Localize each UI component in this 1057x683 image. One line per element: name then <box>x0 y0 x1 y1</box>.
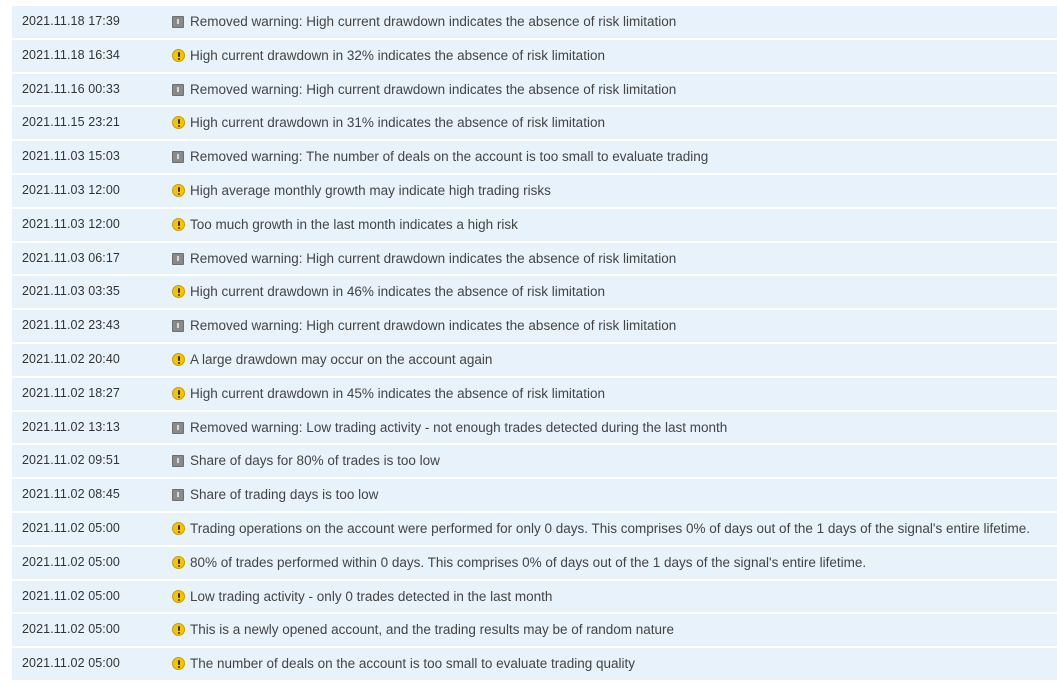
removed-warning-icon <box>172 84 184 96</box>
entry-date: 2021.11.02 08:45 <box>22 487 120 502</box>
log-row <box>12 74 1057 106</box>
entry-message: 80% of trades performed within 0 days. This comprises 0% of days out of the 1 days of the signal's entire lifetime. <box>190 554 867 570</box>
log-row <box>12 141 1057 173</box>
entry-message: Share of trading days is too low <box>190 487 379 503</box>
entry-date: 2021.11.02 05:00 <box>22 588 120 603</box>
entry-date: 2021.11.02 05:00 <box>22 622 120 637</box>
log-row <box>12 310 1057 342</box>
log-row <box>12 40 1057 72</box>
entry-message: Trading operations on the account were performed for only 0 days. This comprises 0% of days out of the 1 days of the signal's entire lifetime. <box>190 520 1031 536</box>
entry-message: Low trading activity - only 0 trades detected in the last month <box>190 588 553 604</box>
entry-message: Removed warning: High current drawdown indicates the absence of risk limitation <box>190 318 677 334</box>
entry-message: High current drawdown in 31% indicates the absence of risk limitation <box>190 115 605 131</box>
warning-icon <box>172 218 185 231</box>
warning-icon <box>172 387 185 400</box>
entry-message: High current drawdown in 45% indicates the absence of risk limitation <box>190 385 605 401</box>
entry-message: Removed warning: Low trading activity - not enough trades detected during the last month <box>190 419 728 435</box>
removed-warning-icon <box>172 489 184 501</box>
log-row <box>12 175 1057 207</box>
warning-icon <box>172 285 185 298</box>
entry-date: 2021.11.02 05:00 <box>22 656 120 671</box>
log-row <box>12 412 1057 444</box>
entry-date: 2021.11.02 13:13 <box>22 419 120 434</box>
entry-message: Share of days for 80% of trades is too low <box>190 453 440 469</box>
entry-message: Removed warning: High current drawdown indicates the absence of risk limitation <box>190 81 677 97</box>
entry-message: High current drawdown in 46% indicates the absence of risk limitation <box>190 284 605 300</box>
entry-date: 2021.11.03 06:17 <box>22 250 120 265</box>
log-row <box>12 276 1057 308</box>
entry-date: 2021.11.03 12:00 <box>22 216 120 231</box>
entry-date: 2021.11.02 18:27 <box>22 385 120 400</box>
warnings-log <box>12 6 1057 682</box>
log-row <box>12 513 1057 545</box>
entry-message: A large drawdown may occur on the account again <box>190 351 493 367</box>
entry-date: 2021.11.03 12:00 <box>22 182 120 197</box>
warning-icon <box>172 184 185 197</box>
log-row <box>12 547 1057 579</box>
warning-icon <box>172 590 185 603</box>
entry-date: 2021.11.02 05:00 <box>22 520 120 535</box>
log-row <box>12 378 1057 410</box>
entry-date: 2021.11.03 03:35 <box>22 284 120 299</box>
warning-icon <box>172 623 185 636</box>
entry-message: The number of deals on the account is too small to evaluate trading quality <box>190 656 636 672</box>
log-row <box>12 209 1057 241</box>
entry-message: Removed warning: High current drawdown indicates the absence of risk limitation <box>190 14 677 29</box>
warning-icon <box>172 353 185 366</box>
removed-warning-icon <box>172 16 184 28</box>
entry-date: 2021.11.02 09:51 <box>22 453 120 468</box>
log-row <box>12 344 1057 376</box>
warning-icon <box>172 116 185 129</box>
log-row <box>12 614 1057 646</box>
log-row <box>12 445 1057 477</box>
removed-warning-icon <box>172 455 184 467</box>
entry-date: 2021.11.18 17:39 <box>22 14 120 28</box>
log-row <box>12 479 1057 511</box>
log-row <box>12 6 1057 38</box>
entry-message: Removed warning: High current drawdown indicates the absence of risk limitation <box>190 250 677 266</box>
removed-warning-icon <box>172 422 184 434</box>
warning-icon <box>172 49 185 62</box>
entry-message: High current drawdown in 32% indicates the absence of risk limitation <box>190 47 605 63</box>
entry-date: 2021.11.02 05:00 <box>22 554 120 569</box>
entry-date: 2021.11.03 15:03 <box>22 149 120 164</box>
entry-message: Too much growth in the last month indicates a high risk <box>190 216 518 232</box>
entry-message: This is a newly opened account, and the trading results may be of random nature <box>190 622 675 638</box>
log-row <box>12 107 1057 139</box>
removed-warning-icon <box>172 320 184 332</box>
log-row <box>12 648 1057 680</box>
entry-date: 2021.11.15 23:21 <box>22 115 120 130</box>
removed-warning-icon <box>172 253 184 265</box>
entry-date: 2021.11.18 16:34 <box>22 47 120 62</box>
log-row <box>12 243 1057 275</box>
warning-icon <box>172 657 185 670</box>
entry-date: 2021.11.02 20:40 <box>22 351 120 366</box>
entry-message: High average monthly growth may indicate high trading risks <box>190 182 551 198</box>
entry-date: 2021.11.16 00:33 <box>22 81 120 96</box>
entry-date: 2021.11.02 23:43 <box>22 318 120 333</box>
log-row <box>12 581 1057 613</box>
warning-icon <box>172 522 185 535</box>
warning-icon <box>172 556 185 569</box>
entry-message: Removed warning: The number of deals on the account is too small to evaluate trading <box>190 149 709 165</box>
removed-warning-icon <box>172 151 184 163</box>
